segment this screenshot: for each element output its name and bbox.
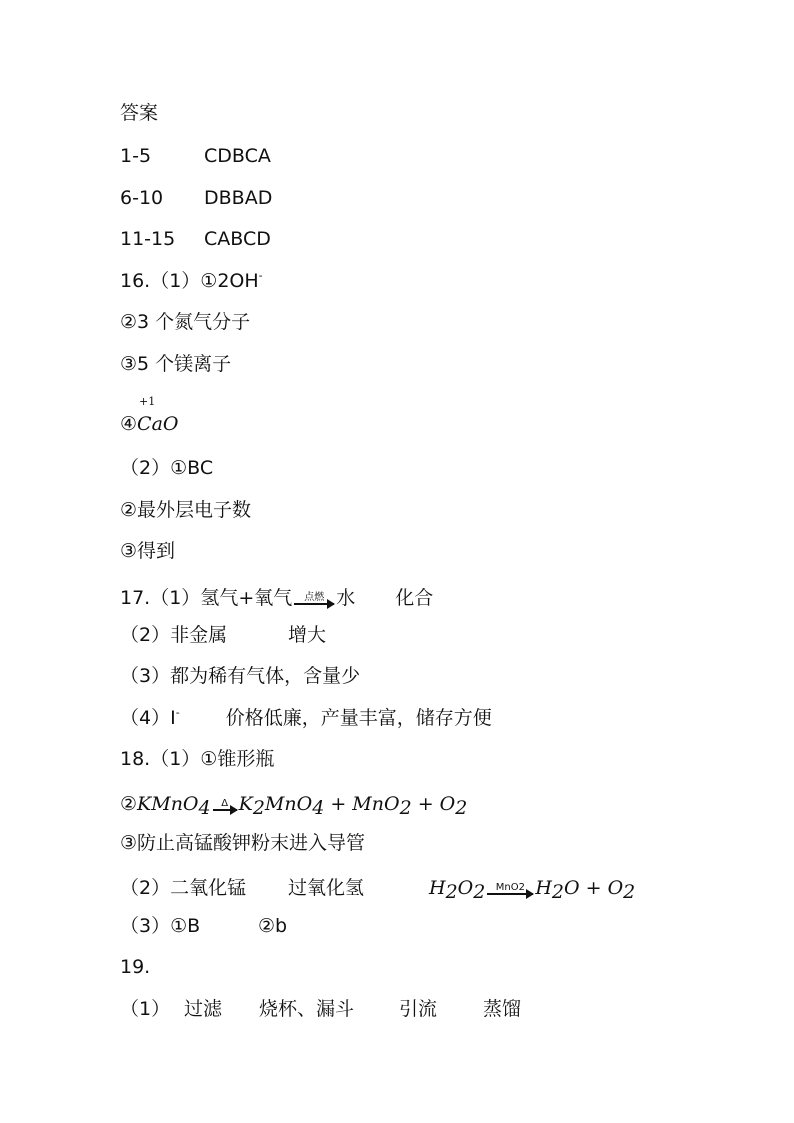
mc-answers: CABCD [204, 228, 271, 250]
reaction-arrow: MnO2 [487, 883, 533, 895]
q17-head: 17.（1）氢气+氧气 点燃 水 化合 [120, 587, 434, 609]
q16-p4: ④ +1 CaO [120, 412, 179, 436]
reaction-type: 化合 [395, 587, 434, 609]
product: 水 [336, 587, 356, 609]
reactant-1: 氢气 [200, 587, 239, 609]
q18-p3: ③防止高锰酸钾粉末进入导管 [120, 832, 366, 854]
q16-p3: ③5 个镁离子 [120, 353, 232, 375]
q16-sub2-2: ②最外层电子数 [120, 499, 252, 521]
mc-range: 11-15 [120, 228, 176, 250]
valence-formula: +1 CaO [137, 412, 178, 436]
q19-head: 19. [120, 956, 151, 978]
q19-p1: （1） 过滤 烧杯、漏斗 引流 蒸馏 [120, 998, 522, 1020]
reactant-2: 氧气 [254, 587, 293, 609]
q17-p3: （3）都为稀有气体，含量少 [120, 665, 361, 687]
q18-p2: （2）二氧化锰 过氧化氢 $H_2O_2$ MnO2 $H_2O + O_2$ [120, 877, 636, 903]
mc-range: 6-10 [120, 187, 164, 209]
mc-answers: DBBAD [204, 187, 273, 209]
q16-p2: ②3 个氮气分子 [120, 311, 251, 333]
mc-row-1 [120, 144, 271, 168]
q17-p4: （4）I- 价格低廉，产量丰富，储存方便 [120, 706, 492, 729]
mc-range: 1-5 [120, 145, 152, 167]
q16-sub2: （2）①BC [120, 457, 214, 479]
mc-row-2 [120, 186, 272, 210]
q16-head: 16.（1）①2OH- [120, 269, 263, 292]
reaction-condition: 点燃 [304, 591, 325, 603]
answer-title: 答案 [120, 102, 159, 124]
q17-p2: （2）非金属 增大 [120, 624, 327, 646]
valence-label: +1 [139, 395, 156, 408]
q18-equation: ②KMnO$_4$ Δ $K_2MnO_4 + MnO_2 + O_2$ [120, 793, 468, 819]
q16-sub2-3: ③得到 [120, 540, 176, 562]
q18-p3b: （3）①B ②b [120, 915, 288, 937]
reaction-arrow: Δ [213, 799, 237, 811]
q18-head: 18.（1）①锥形瓶 [120, 748, 275, 770]
mc-answers: CDBCA [204, 145, 271, 167]
reaction-arrow [294, 593, 334, 605]
mc-row-3 [120, 227, 271, 251]
